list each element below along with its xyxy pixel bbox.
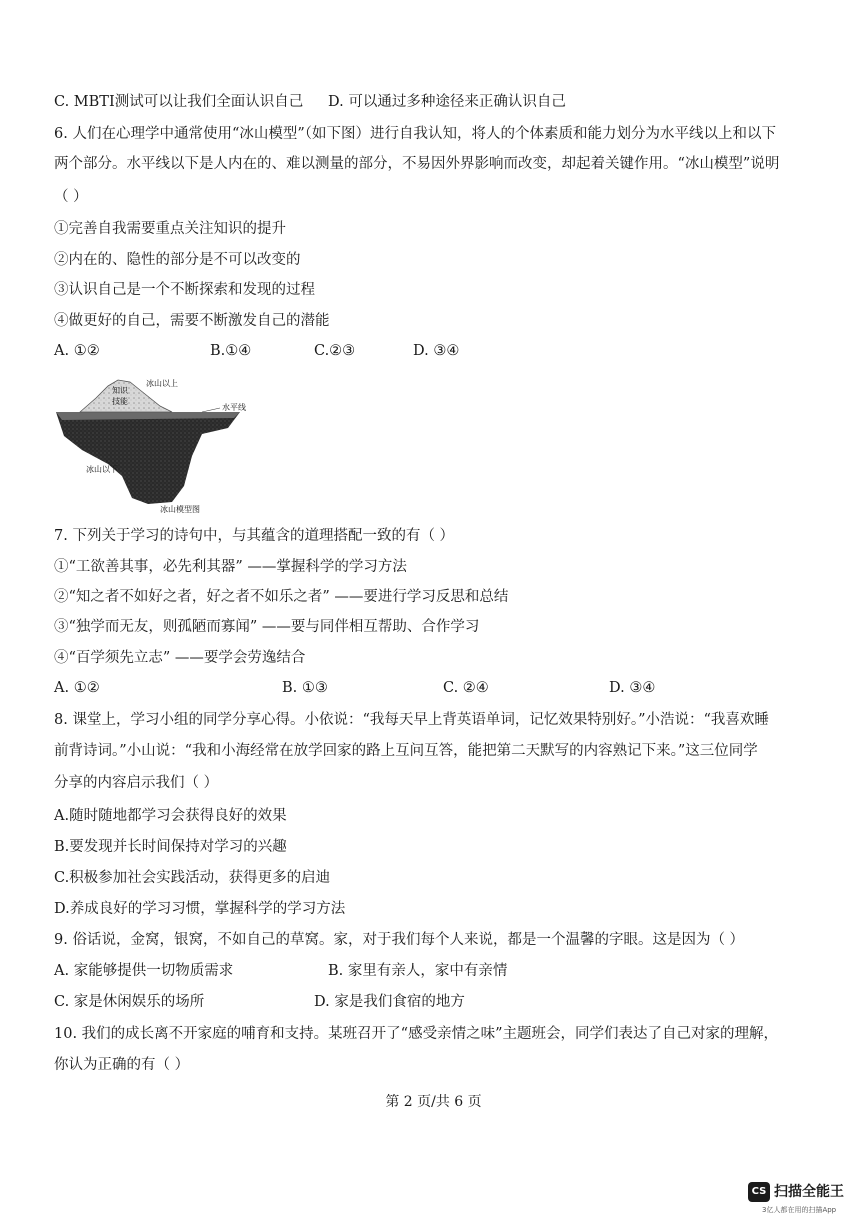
q5-option-c: C. MBTI测试可以让我们全面认识自己 bbox=[54, 94, 304, 110]
figure-label-above: 冰山以上 bbox=[146, 379, 178, 388]
figure-label-waterline: 水平线 bbox=[222, 403, 246, 412]
q6-option-b: B.①④ bbox=[210, 343, 252, 359]
q9-option-b: B. 家里有亲人，家中有亲情 bbox=[328, 963, 508, 979]
q6-statement-2: ②内在的、隐性的部分是不可以改变的 bbox=[54, 252, 301, 268]
q7-option-d: D. ③④ bbox=[609, 680, 656, 696]
q9-option-c: C. 家是休闲娱乐的场所 bbox=[54, 994, 205, 1010]
q8-option-b: B.要发现并长时间保持对学习的兴趣 bbox=[54, 839, 287, 855]
q9-option-a: A. 家能够提供一切物质需求 bbox=[54, 963, 234, 979]
q6-stem-line1: 6. 人们在心理学中通常使用“冰山模型”（如下图）进行自我认知，将人的个体素质和能力划分为水平线以上和以下 bbox=[54, 126, 777, 142]
scanner-app-name: 扫描全能王 bbox=[774, 1184, 844, 1200]
q7-statement-2: ②“知之者不如好之者，好之者不如乐之者” ——要进行学习反思和总结 bbox=[54, 589, 509, 605]
q6-statement-4: ④做更好的自己，需要不断激发自己的潜能 bbox=[54, 313, 330, 329]
figure-caption: 冰山模型图 bbox=[160, 505, 200, 514]
q6-option-d: D. ③④ bbox=[413, 343, 460, 359]
iceberg-model-figure bbox=[52, 376, 252, 516]
q6-option-a: A. ①② bbox=[54, 343, 100, 359]
q6-statement-1: ①完善自我需要重点关注知识的提升 bbox=[54, 221, 286, 237]
waterline-pointer bbox=[202, 408, 220, 412]
q6-option-c: C.②③ bbox=[314, 343, 356, 359]
q10-stem-line1: 10. 我们的成长离不开家庭的哺育和支持。某班召开了“感受亲情之味”主题班会，同学们表达了自己对家的理解， bbox=[54, 1026, 778, 1042]
q8-option-d: D.养成良好的学习习惯，掌握科学的学习方法 bbox=[54, 901, 346, 917]
q9-stem: 9. 俗话说，金窝，银窝，不如自己的草窝。家，对于我们每个人来说，都是一个温馨的字眼。这是因为（ ） bbox=[54, 932, 745, 948]
iceberg-underwater-mass bbox=[56, 412, 240, 504]
page-number: 第 2 页/共 6 页 bbox=[385, 1094, 482, 1110]
q7-option-a: A. ①② bbox=[54, 680, 100, 696]
figure-label-below: 冰山以下 bbox=[86, 465, 118, 474]
q8-stem-line1: 8. 课堂上，学习小组的同学分享心得。小依说：“我每天早上背英语单词，记忆效果特别好。”小浩说：“我喜欢睡 bbox=[54, 712, 769, 728]
q5-option-d: D. 可以通过多种途径来正确认识自己 bbox=[328, 94, 566, 110]
scanner-watermark bbox=[748, 1180, 858, 1220]
figure-label-knowledge: 知识 bbox=[112, 386, 128, 395]
q7-option-b: B. ①③ bbox=[282, 680, 328, 696]
q7-statement-4: ④“百学须先立志” ——要学会劳逸结合 bbox=[54, 650, 306, 666]
figure-label-skills: 技能 bbox=[112, 397, 128, 406]
scanner-tagline: 3亿人都在用的扫描App bbox=[762, 1206, 837, 1214]
scanner-logo-icon: CS bbox=[748, 1182, 770, 1202]
q8-stem-line3: 分享的内容启示我们（ ） bbox=[54, 775, 219, 791]
q8-option-a: A.随时随地都学习会获得良好的效果 bbox=[54, 808, 287, 824]
q8-stem-line2: 前背诗词。”小山说：“我和小海经常在放学回家的路上互问互答，能把第二天默写的内容熟记下来。”这三位同学 bbox=[54, 743, 758, 759]
q7-statement-1: ①“工欲善其事，必先利其器” ——掌握科学的学习方法 bbox=[54, 559, 407, 575]
q10-stem-line2: 你认为正确的有（ ） bbox=[54, 1057, 190, 1073]
q7-statement-3: ③“独学而无友，则孤陋而寡闻” ——要与同伴相互帮助、合作学习 bbox=[54, 619, 480, 635]
q7-option-c: C. ②④ bbox=[443, 680, 489, 696]
q6-statement-3: ③认识自己是一个不断探索和发现的过程 bbox=[54, 282, 315, 298]
q6-stem-line2: 两个部分。水平线以下是人内在的、难以测量的部分，不易因外界影响而改变，却起着关键作用。“冰山模型”说明 bbox=[54, 156, 780, 172]
iceberg-drawing bbox=[52, 376, 252, 516]
q8-option-c: C.积极参加社会实践活动，获得更多的启迪 bbox=[54, 870, 331, 886]
q9-option-d: D. 家是我们食宿的地方 bbox=[314, 994, 465, 1010]
q7-stem: 7. 下列关于学习的诗句中，与其蕴含的道理搭配一致的有（ ） bbox=[54, 528, 455, 544]
q6-answer-bracket: （ ） bbox=[54, 189, 88, 205]
